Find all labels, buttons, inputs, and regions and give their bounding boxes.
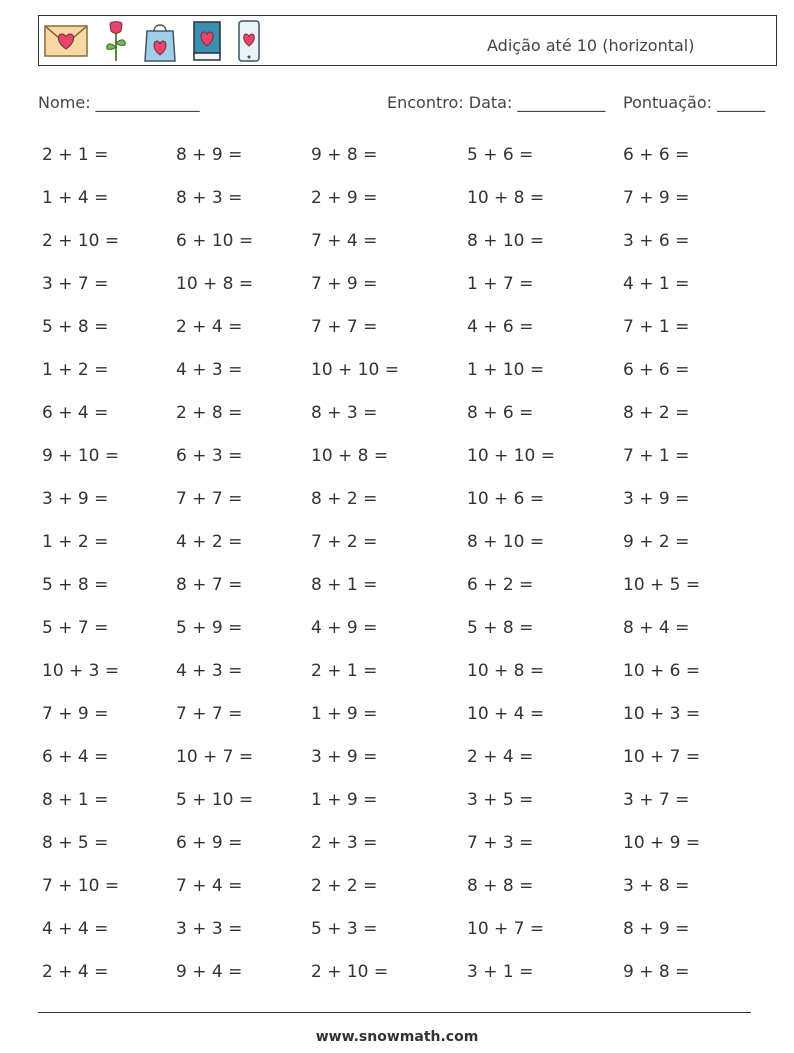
worksheet-header <box>38 15 777 66</box>
addition-problem: 9 + 2 = <box>623 532 690 552</box>
addition-problem: 9 + 4 = <box>176 962 243 982</box>
addition-problem: 8 + 3 = <box>176 188 243 208</box>
phone-heart-icon <box>237 19 261 63</box>
addition-problem: 2 + 8 = <box>176 403 243 423</box>
addition-problem: 1 + 7 = <box>467 274 534 294</box>
addition-problem: 10 + 5 = <box>623 575 701 595</box>
addition-problem: 2 + 4 = <box>176 317 243 337</box>
addition-problem: 5 + 7 = <box>42 618 109 638</box>
addition-problem: 3 + 3 = <box>176 919 243 939</box>
addition-problem: 2 + 1 = <box>42 145 109 165</box>
addition-problem: 4 + 6 = <box>467 317 534 337</box>
addition-problem: 10 + 7 = <box>623 747 701 767</box>
addition-problem: 8 + 3 = <box>311 403 378 423</box>
addition-problem: 3 + 9 = <box>623 489 690 509</box>
addition-problem: 6 + 10 = <box>176 231 254 251</box>
addition-problem: 2 + 10 = <box>311 962 389 982</box>
addition-problem: 3 + 5 = <box>467 790 534 810</box>
header-icons <box>43 19 261 63</box>
addition-problem: 7 + 10 = <box>42 876 120 896</box>
score-field-label: Pontuação: ______ <box>623 93 766 112</box>
addition-problem: 2 + 10 = <box>42 231 120 251</box>
addition-problem: 10 + 7 = <box>467 919 545 939</box>
worksheet-title: Adição até 10 (horizontal) <box>487 36 695 55</box>
addition-problem: 5 + 8 = <box>42 575 109 595</box>
envelope-heart-icon <box>43 22 89 60</box>
addition-problem: 4 + 3 = <box>176 360 243 380</box>
addition-problem: 2 + 1 = <box>311 661 378 681</box>
addition-problem: 7 + 9 = <box>311 274 378 294</box>
addition-problem: 2 + 4 = <box>42 962 109 982</box>
addition-problem: 8 + 4 = <box>623 618 690 638</box>
addition-problem: 9 + 8 = <box>311 145 378 165</box>
addition-problem: 7 + 1 = <box>623 446 690 466</box>
addition-problem: 10 + 9 = <box>623 833 701 853</box>
addition-problem: 5 + 8 = <box>467 618 534 638</box>
addition-problem: 5 + 3 = <box>311 919 378 939</box>
addition-problem: 10 + 4 = <box>467 704 545 724</box>
addition-problem: 7 + 9 = <box>623 188 690 208</box>
addition-problem: 8 + 8 = <box>467 876 534 896</box>
addition-problem: 10 + 7 = <box>176 747 254 767</box>
addition-problem: 8 + 2 = <box>623 403 690 423</box>
addition-problem: 2 + 3 = <box>311 833 378 853</box>
date-field-label: Encontro: Data: ___________ <box>387 93 606 112</box>
addition-problem: 7 + 3 = <box>467 833 534 853</box>
addition-problem: 5 + 6 = <box>467 145 534 165</box>
addition-problem: 4 + 2 = <box>176 532 243 552</box>
addition-problem: 7 + 4 = <box>311 231 378 251</box>
addition-problem: 10 + 10 = <box>467 446 555 466</box>
addition-problem: 10 + 3 = <box>42 661 120 681</box>
addition-problem: 6 + 6 = <box>623 360 690 380</box>
addition-problem: 1 + 4 = <box>42 188 109 208</box>
addition-problem: 5 + 8 = <box>42 317 109 337</box>
addition-problem: 7 + 4 = <box>176 876 243 896</box>
addition-problem: 8 + 6 = <box>467 403 534 423</box>
addition-problem: 10 + 3 = <box>623 704 701 724</box>
addition-problem: 6 + 2 = <box>467 575 534 595</box>
addition-problem: 3 + 7 = <box>623 790 690 810</box>
addition-problem: 8 + 10 = <box>467 231 545 251</box>
addition-problem: 8 + 1 = <box>42 790 109 810</box>
rose-icon <box>103 19 129 63</box>
addition-problem: 5 + 9 = <box>176 618 243 638</box>
addition-problem: 7 + 2 = <box>311 532 378 552</box>
addition-problem: 1 + 2 = <box>42 360 109 380</box>
name-field-label: Nome: _____________ <box>38 93 200 112</box>
addition-problem: 10 + 8 = <box>176 274 254 294</box>
addition-problem: 1 + 9 = <box>311 704 378 724</box>
addition-problem: 9 + 10 = <box>42 446 120 466</box>
footer-divider <box>38 1012 751 1013</box>
addition-problem: 10 + 6 = <box>467 489 545 509</box>
addition-problem: 1 + 10 = <box>467 360 545 380</box>
addition-problem: 8 + 7 = <box>176 575 243 595</box>
addition-problem: 8 + 9 = <box>176 145 243 165</box>
addition-problem: 3 + 8 = <box>623 876 690 896</box>
addition-problem: 6 + 9 = <box>176 833 243 853</box>
addition-problem: 6 + 6 = <box>623 145 690 165</box>
addition-problem: 7 + 1 = <box>623 317 690 337</box>
addition-problem: 6 + 4 = <box>42 747 109 767</box>
addition-problem: 3 + 9 = <box>42 489 109 509</box>
addition-problem: 4 + 1 = <box>623 274 690 294</box>
addition-problem: 10 + 6 = <box>623 661 701 681</box>
addition-problem: 4 + 9 = <box>311 618 378 638</box>
addition-problem: 10 + 8 = <box>311 446 389 466</box>
addition-problem: 4 + 4 = <box>42 919 109 939</box>
addition-problem: 3 + 6 = <box>623 231 690 251</box>
addition-problem: 1 + 9 = <box>311 790 378 810</box>
addition-problem: 7 + 9 = <box>42 704 109 724</box>
addition-problem: 8 + 10 = <box>467 532 545 552</box>
addition-problem: 6 + 3 = <box>176 446 243 466</box>
addition-problem: 2 + 4 = <box>467 747 534 767</box>
addition-problem: 4 + 3 = <box>176 661 243 681</box>
addition-problem: 6 + 4 = <box>42 403 109 423</box>
gift-bag-heart-icon <box>143 19 177 63</box>
addition-problem: 10 + 8 = <box>467 188 545 208</box>
addition-problem: 8 + 2 = <box>311 489 378 509</box>
addition-problem: 10 + 8 = <box>467 661 545 681</box>
addition-problem: 1 + 2 = <box>42 532 109 552</box>
addition-problem: 8 + 5 = <box>42 833 109 853</box>
addition-problem: 3 + 7 = <box>42 274 109 294</box>
addition-problem: 9 + 8 = <box>623 962 690 982</box>
addition-problem: 8 + 1 = <box>311 575 378 595</box>
addition-problem: 7 + 7 = <box>176 704 243 724</box>
addition-problem: 7 + 7 = <box>176 489 243 509</box>
addition-problem: 10 + 10 = <box>311 360 399 380</box>
footer-url: www.snowmath.com <box>315 1029 479 1045</box>
addition-problem: 3 + 9 = <box>311 747 378 767</box>
addition-problem: 5 + 10 = <box>176 790 254 810</box>
addition-problem: 3 + 1 = <box>467 962 534 982</box>
addition-problem: 2 + 2 = <box>311 876 378 896</box>
addition-problem: 7 + 7 = <box>311 317 378 337</box>
book-heart-icon <box>191 19 223 63</box>
addition-problem: 2 + 9 = <box>311 188 378 208</box>
addition-problem: 8 + 9 = <box>623 919 690 939</box>
